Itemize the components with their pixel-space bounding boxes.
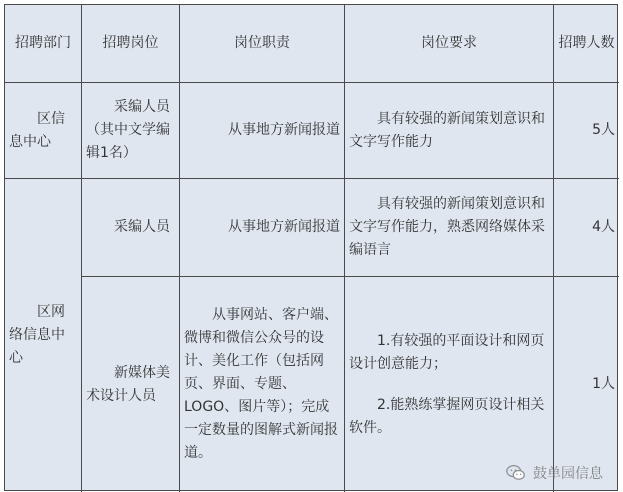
row2-dept [5, 179, 82, 492]
wechat-icon [505, 462, 527, 484]
row2-duty [180, 179, 345, 277]
row3-position [82, 277, 180, 492]
row2-duty-text: 从事地方新闻报道 [228, 219, 340, 235]
header-duty-label: 岗位职责 [234, 35, 290, 51]
row2-dept-text: 区网络信息中心 [9, 304, 65, 366]
header-requirement [345, 5, 554, 83]
header-count [554, 5, 619, 83]
row3-duty-text: 从事网站、客户端、微博和微信公众号的设计、美化工作（包括网页、界面、专题、LOGO、图片等）；完成一定数量的图解式新闻报道。 [184, 307, 338, 461]
header-count-label: 招聘人数 [558, 35, 615, 51]
row1-duty [180, 83, 345, 179]
header-dept-label: 招聘部门 [15, 35, 71, 51]
header-duty [180, 5, 345, 83]
row3-count [554, 277, 619, 492]
row3-requirement [345, 277, 554, 492]
row2-count-text: 4人 [592, 219, 615, 235]
row1-requirement [345, 83, 554, 179]
watermark [505, 462, 603, 484]
row2-count [554, 179, 619, 277]
row1-duty-text: 从事地方新闻报道 [228, 122, 340, 138]
row1-count-text: 5人 [592, 122, 615, 138]
row2-requirement [345, 179, 554, 277]
header-position [82, 5, 180, 83]
row3-requirement-item-2: 2.能熟练掌握网页设计相关软件。 [349, 396, 545, 436]
header-position-label: 招聘岗位 [102, 35, 159, 51]
row3-duty [180, 277, 345, 492]
row2-position-text: 采编人员 [114, 219, 170, 235]
row2-requirement-text: 具有较强的新闻策划意识和文字写作能力，熟悉网络媒体采编语言 [349, 196, 545, 258]
row3-position-text: 新媒体美术设计人员 [86, 364, 170, 404]
row3-requirement-item-1: 1.有较强的平面设计和网页设计创意能力； [349, 332, 545, 372]
row2-position [82, 179, 180, 277]
row3-count-text: 1人 [592, 376, 615, 392]
row1-dept-text: 区信息中心 [9, 110, 65, 150]
header-dept [5, 5, 82, 83]
row1-dept [5, 83, 82, 179]
row1-count [554, 83, 619, 179]
watermark-text: 鼓单园信息 [533, 466, 603, 482]
header-requirement-label: 岗位要求 [421, 35, 477, 51]
row1-requirement-text: 具有较强的新闻策划意识和文字写作能力 [349, 110, 545, 150]
row1-position [82, 83, 180, 179]
recruitment-table [4, 4, 618, 491]
row1-position-text: 采编人员（其中文学编辑1名） [86, 99, 170, 161]
